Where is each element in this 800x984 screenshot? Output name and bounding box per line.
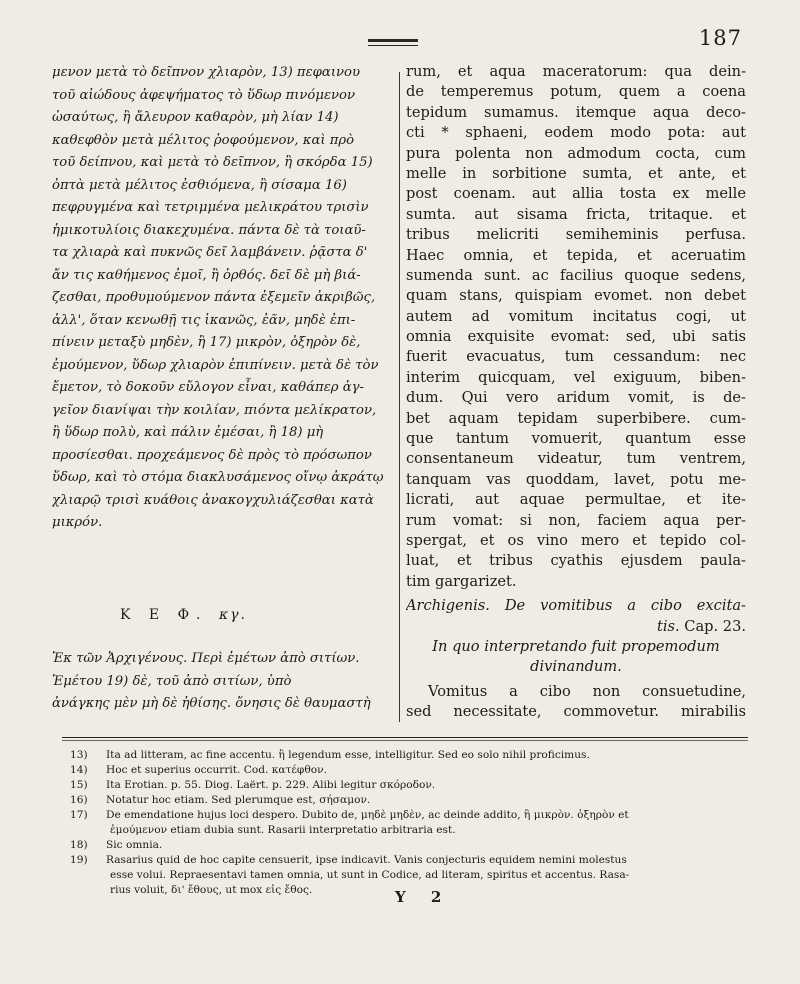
greek-line: πίνειν μεταξὺ μηδὲν, ἢ 17) μικρὸν, ὀξηρὸν δὲ,: [52, 335, 361, 350]
latin-line: Vomitus a cibo non consuetudine,: [428, 682, 746, 700]
footnote-rule: [62, 737, 748, 738]
footnotes: [70, 748, 750, 898]
footnote-text: ἐμούμενον etiam dubia sunt. Rasarii interpretatio arbitraria est.: [110, 824, 456, 836]
footnote-number: 16): [70, 794, 88, 806]
greek-line: ἀνάγκης μὲν μὴ δὲ ἠθίσης. ὄνησις δὲ θαυμαστὴ: [52, 696, 371, 711]
latin-line: que tantum vomuerit, quantum esse: [406, 430, 746, 448]
latin-line: rum vomat: si non, faciem aqua per-: [406, 511, 746, 529]
footnote-number: 15): [70, 779, 88, 791]
latin-line: tim gargarizet.: [406, 572, 517, 590]
footnote-text: Ita ad litteram, ac fine accentu. ἢ legendum esse, intelligitur. Sed eo solo nihil proficimus.: [106, 749, 590, 761]
latin-line: spergat, et os vino mero et tepido col-: [406, 531, 746, 549]
greek-line: μενον μετὰ τὸ δεῖπνον χλιαρὸν, 13) πεφαινου: [52, 65, 360, 80]
latin-line: post coenam. aut allia tosta ex melle: [406, 185, 746, 203]
footnote-text: rius voluit, δι' ἔθους, ut mox εἰς ἔθος.: [110, 884, 313, 896]
latin-line: sumenda sunt. ac facilius quoque sedens,: [406, 266, 746, 284]
latin-line: melle in sorbitione sumta, et ante, et: [406, 164, 746, 182]
latin-line: Haec omnia, et tepida, et aceruatim: [406, 246, 746, 264]
greek-line: καθεφθὸν μετὰ μέλιτος ῥοφούμενον, καὶ πρὸ: [52, 132, 355, 148]
latin-line: consentaneum videatur, tum ventrem,: [406, 450, 746, 468]
footnote-text: Sic omnia.: [106, 839, 163, 851]
greek-column: [52, 62, 390, 535]
latin-subtitle: In quo interpretando fuit propemodum: [432, 637, 720, 655]
greek-line: ἡμικοτυλίοις διακεχυμένα. πάντα δὲ τὰ τοιαῦ-: [52, 222, 366, 238]
latin-line: pura polenta non admodum cocta, cum: [406, 144, 746, 162]
footnote-number: 14): [70, 764, 88, 776]
chapter-heading-prefix: Κ Ε Φ.: [120, 607, 208, 623]
greek-line: προσίεσθαι. προχεάμενος δὲ πρὸς τὸ πρόσωπον: [52, 447, 372, 463]
greek-line: τοῦ αἰώδους ἀφεψήματος τὸ ὕδωρ πινόμενον: [52, 87, 355, 103]
latin-chapter-title-word: tis.: [656, 617, 680, 635]
latin-line: cti * sphaeni, eodem modo pota: aut: [406, 124, 746, 142]
greek-chapter-text: [52, 648, 390, 716]
greek-line: γεῖον διανίψαι τὴν κοιλίαν, πιόντα μελίκρατον,: [52, 402, 377, 418]
latin-line: interim quicquam, vel exiguum, biben-: [406, 368, 746, 386]
footnote-number: 13): [70, 749, 88, 761]
latin-line: sed necessitate, commovetur. mirabilis: [406, 703, 746, 721]
footnote-text: esse volui. Repraesentavi tamen omnia, ut sunt in Codice, ad literam, spiritus et accentus. Rasa-: [110, 869, 630, 881]
greek-line: ἐμούμενον, ὕδωρ χλιαρὸν ἐπιπίνειν. μετὰ δὲ τὸν: [52, 357, 379, 373]
latin-line: fuerit evacuatus, tum cessandum: nec: [406, 348, 746, 366]
greek-line: ὕδωρ, καὶ τὸ στόμα διακλυσάμενος οἴνῳ ἀκράτῳ: [52, 470, 384, 485]
greek-line: Ἐκ τῶν Ἀρχιγένους. Περὶ ἐμέτων ἀπὸ σιτίων.: [52, 651, 360, 666]
header-ornament: [368, 39, 418, 46]
greek-line: ἄν τις καθήμενος ἐμοῖ, ἢ ὀρθός. δεῖ δὲ μὴ βιά-: [52, 267, 361, 283]
greek-line: μικρόν.: [52, 515, 103, 530]
footnote: [70, 748, 750, 763]
latin-chapter-title-end: [406, 617, 746, 637]
greek-line: τοῦ δείπνου, καὶ μετὰ τὸ δεῖπνον, ἢ σκόρδα 15): [52, 155, 373, 170]
footnote-text: Notatur hoc etiam. Sed plerumque est, σήσαμον.: [106, 794, 371, 806]
latin-line: bet aquam tepidam superbibere. cum-: [406, 409, 746, 427]
footnote-number: 18): [70, 839, 88, 851]
latin-line: dum. Qui vero aridum vomit, is de-: [406, 389, 746, 407]
latin-line: tribus melicriti semiheminis perfusa.: [406, 226, 746, 244]
greek-line: χλιαρῷ τρισὶ κυάθοις ἀνακογχυλιάζεσθαι κατὰ: [52, 492, 374, 508]
greek-line: πεφρυγμένα καὶ τετριμμένα μελικράτου τρισὶν: [52, 200, 369, 215]
footnote: [70, 763, 750, 778]
latin-subtitle: divinandum.: [530, 658, 622, 676]
greek-line: ἀλλ', ὅταν κενωθῇ τις ἱκανῶς, ἐᾶν, μηδὲ ἐπι-: [52, 312, 356, 328]
latin-line: tepidum sumamus. itemque aqua deco-: [406, 103, 746, 121]
latin-line: tanquam vas quoddam, lavet, potu me-: [406, 470, 746, 488]
greek-line: ἔμετον, τὸ δοκοῦν εὔλογον εἶναι, καθάπερ ἀγ-: [52, 380, 364, 395]
latin-chapter-title: Archigenis. De vomitibus a cibo excita-: [406, 597, 746, 615]
footnote-text: De emendatione hujus loci despero. Dubito de, μηδὲ μηδὲν, ac deinde addito, ἢ μικρὸν. ὀξηρὸν et: [106, 809, 629, 821]
footnote: [70, 793, 750, 808]
greek-line: ἢ ὕδωρ πολὺ, καὶ πάλιν ἐμέσαι, ἢ 18) μὴ: [52, 425, 324, 440]
latin-line: sumta. aut sisama fricta, tritaque. et: [406, 205, 746, 223]
greek-line: ὀπτὰ μετὰ μέλιτος ἐσθιόμενα, ἢ σίσαμα 16): [52, 177, 347, 193]
latin-line: de temperemus potum, quem a coena: [406, 83, 746, 101]
latin-chapter-label: Cap. 23.: [684, 617, 746, 635]
footnote: [70, 808, 750, 823]
latin-line: quam stans, quispiam evomet. non debet: [406, 287, 746, 305]
latin-column: [406, 62, 746, 723]
footnote: [70, 778, 750, 793]
footnote-rule-thin: [62, 740, 748, 741]
footnote: [70, 853, 750, 868]
greek-chapter-heading: [120, 607, 247, 623]
greek-line: τα χλιαρὰ καὶ πυκνῶς δεῖ λαμβάνειν. ῥᾷστα δ': [52, 245, 368, 260]
latin-line: autem ad vomitum incitatus cogi, ut: [406, 307, 746, 325]
footnote-text: Hoc et superius occurrit. Cod. κατέφθον.: [106, 764, 327, 776]
latin-line: luat, et tribus cyathis ejusdem paula-: [406, 552, 746, 570]
footnote-text: Rasarius quid de hoc capite censuerit, ipse indicavit. Vanis conjecturis equidem nemini molestus: [106, 854, 627, 866]
latin-line: rum, et aqua maceratorum: qua dein-: [406, 63, 746, 80]
footnote-continuation: [70, 868, 750, 883]
greek-line: ὡσαύτως, ἢ ἄλευρον καθαρὸν, μὴ λίαν 14): [52, 110, 339, 125]
footnote: [70, 838, 750, 853]
page-number: 187: [698, 26, 742, 50]
signature-mark: Y 2: [395, 888, 452, 906]
column-divider: [399, 72, 400, 722]
footnote-number: 17): [70, 809, 88, 821]
greek-line: Ἐμέτου 19) δὲ, τοῦ ἀπὸ σιτίων, ὑπὸ: [52, 673, 292, 689]
footnote-number: 19): [70, 854, 88, 866]
latin-line: omnia exquisite evomat: sed, ubi satis: [406, 328, 746, 346]
footnote-text: Ita Erotian. p. 55. Diog. Laërt. p. 229. Alibi legitur σκόροδον.: [106, 779, 436, 791]
latin-line: licrati, aut aquae permultae, et ite-: [406, 491, 746, 509]
greek-line: ζεσθαι, προθυμούμενον πάντα ἐξεμεῖν ἀκριβῶς,: [52, 290, 376, 305]
footnote-continuation: [70, 823, 750, 838]
chapter-heading-number: κγ.: [218, 607, 247, 623]
